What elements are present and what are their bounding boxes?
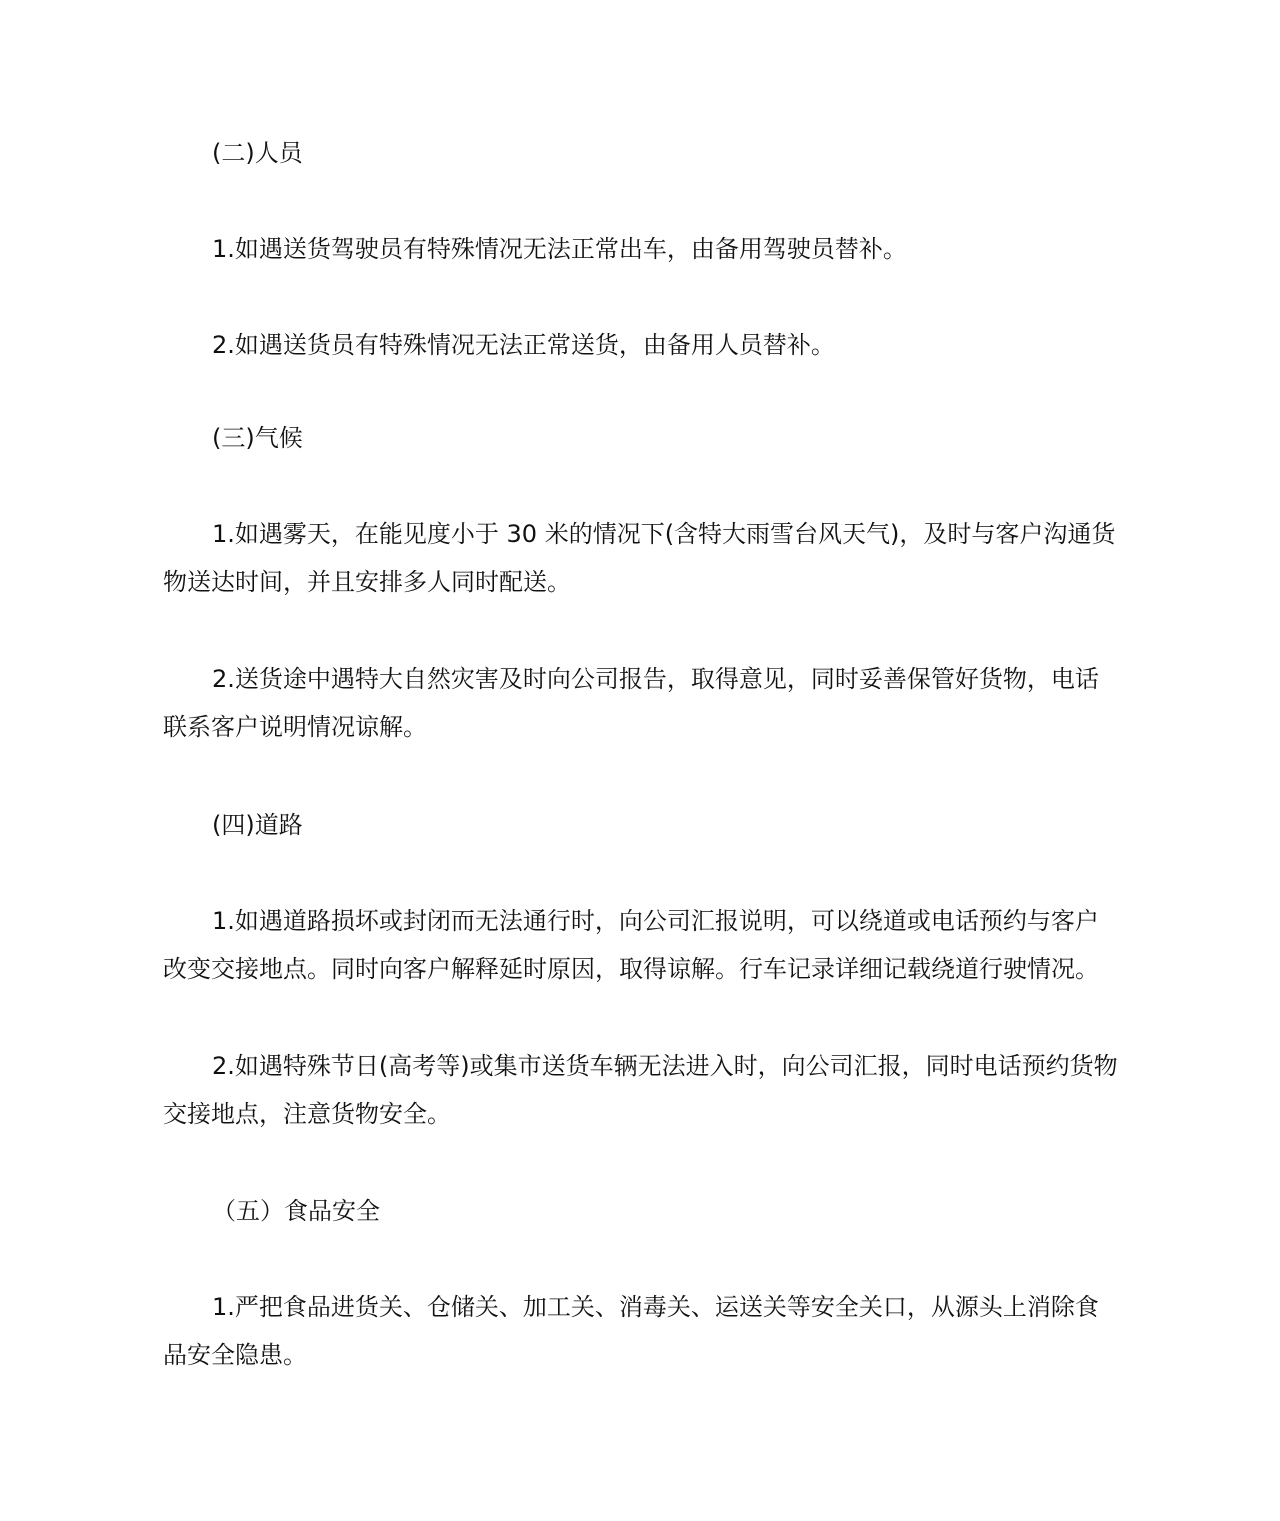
text-line: (二)人员 [212, 139, 303, 167]
paragraph-personnel-2 [163, 321, 1123, 369]
text-line: 1.如遇送货驾驶员有特殊情况无法正常出车，由备用驾驶员替补。 [212, 235, 907, 263]
text-line: 2.如遇特殊节日(高考等)或集市送货车辆无法进入时，向公司汇报，同时电话预约货物 [212, 1052, 1118, 1080]
text-line: 物送达时间，并且安排多人同时配送。 [163, 568, 571, 596]
text-line: 1.如遇道路损坏或封闭而无法通行时，向公司汇报说明，可以绕道或电话预约与客户 [212, 907, 1099, 935]
text-line: （五）食品安全 [212, 1197, 380, 1225]
text-line: 1.如遇雾天，在能见度小于 30 米的情况下(含特大雨雪台风天气)，及时与客户沟通货 [212, 520, 1116, 548]
paragraph-weather-1 [163, 510, 1123, 606]
text-line: 品安全隐患。 [163, 1341, 307, 1369]
section-heading-food-safety [163, 1187, 1123, 1235]
text-line: 2.送货途中遇特大自然灾害及时向公司报告，取得意见，同时妥善保管好货物，电话 [212, 665, 1099, 693]
text-line: 交接地点，注意货物安全。 [163, 1100, 451, 1128]
text-line: 联系客户说明情况谅解。 [163, 713, 427, 741]
paragraph-roads-2 [163, 1042, 1123, 1138]
text-line: (三)气候 [212, 424, 303, 452]
section-heading-roads [163, 801, 1123, 849]
section-heading-weather [163, 414, 1123, 462]
text-line: 1.严把食品进货关、仓储关、加工关、消毒关、运送关等安全关口，从源头上消除食 [212, 1293, 1099, 1321]
paragraph-food-safety-1 [163, 1283, 1123, 1379]
text-line: 改变交接地点。同时向客户解释延时原因，取得谅解。行车记录详细记载绕道行驶情况。 [163, 955, 1099, 983]
text-line: (四)道路 [212, 811, 303, 839]
section-heading-personnel [163, 129, 1123, 177]
text-line: 2.如遇送货员有特殊情况无法正常送货，由备用人员替补。 [212, 331, 835, 359]
paragraph-weather-2 [163, 655, 1123, 751]
paragraph-roads-1 [163, 897, 1123, 993]
paragraph-personnel-1 [163, 225, 1123, 273]
